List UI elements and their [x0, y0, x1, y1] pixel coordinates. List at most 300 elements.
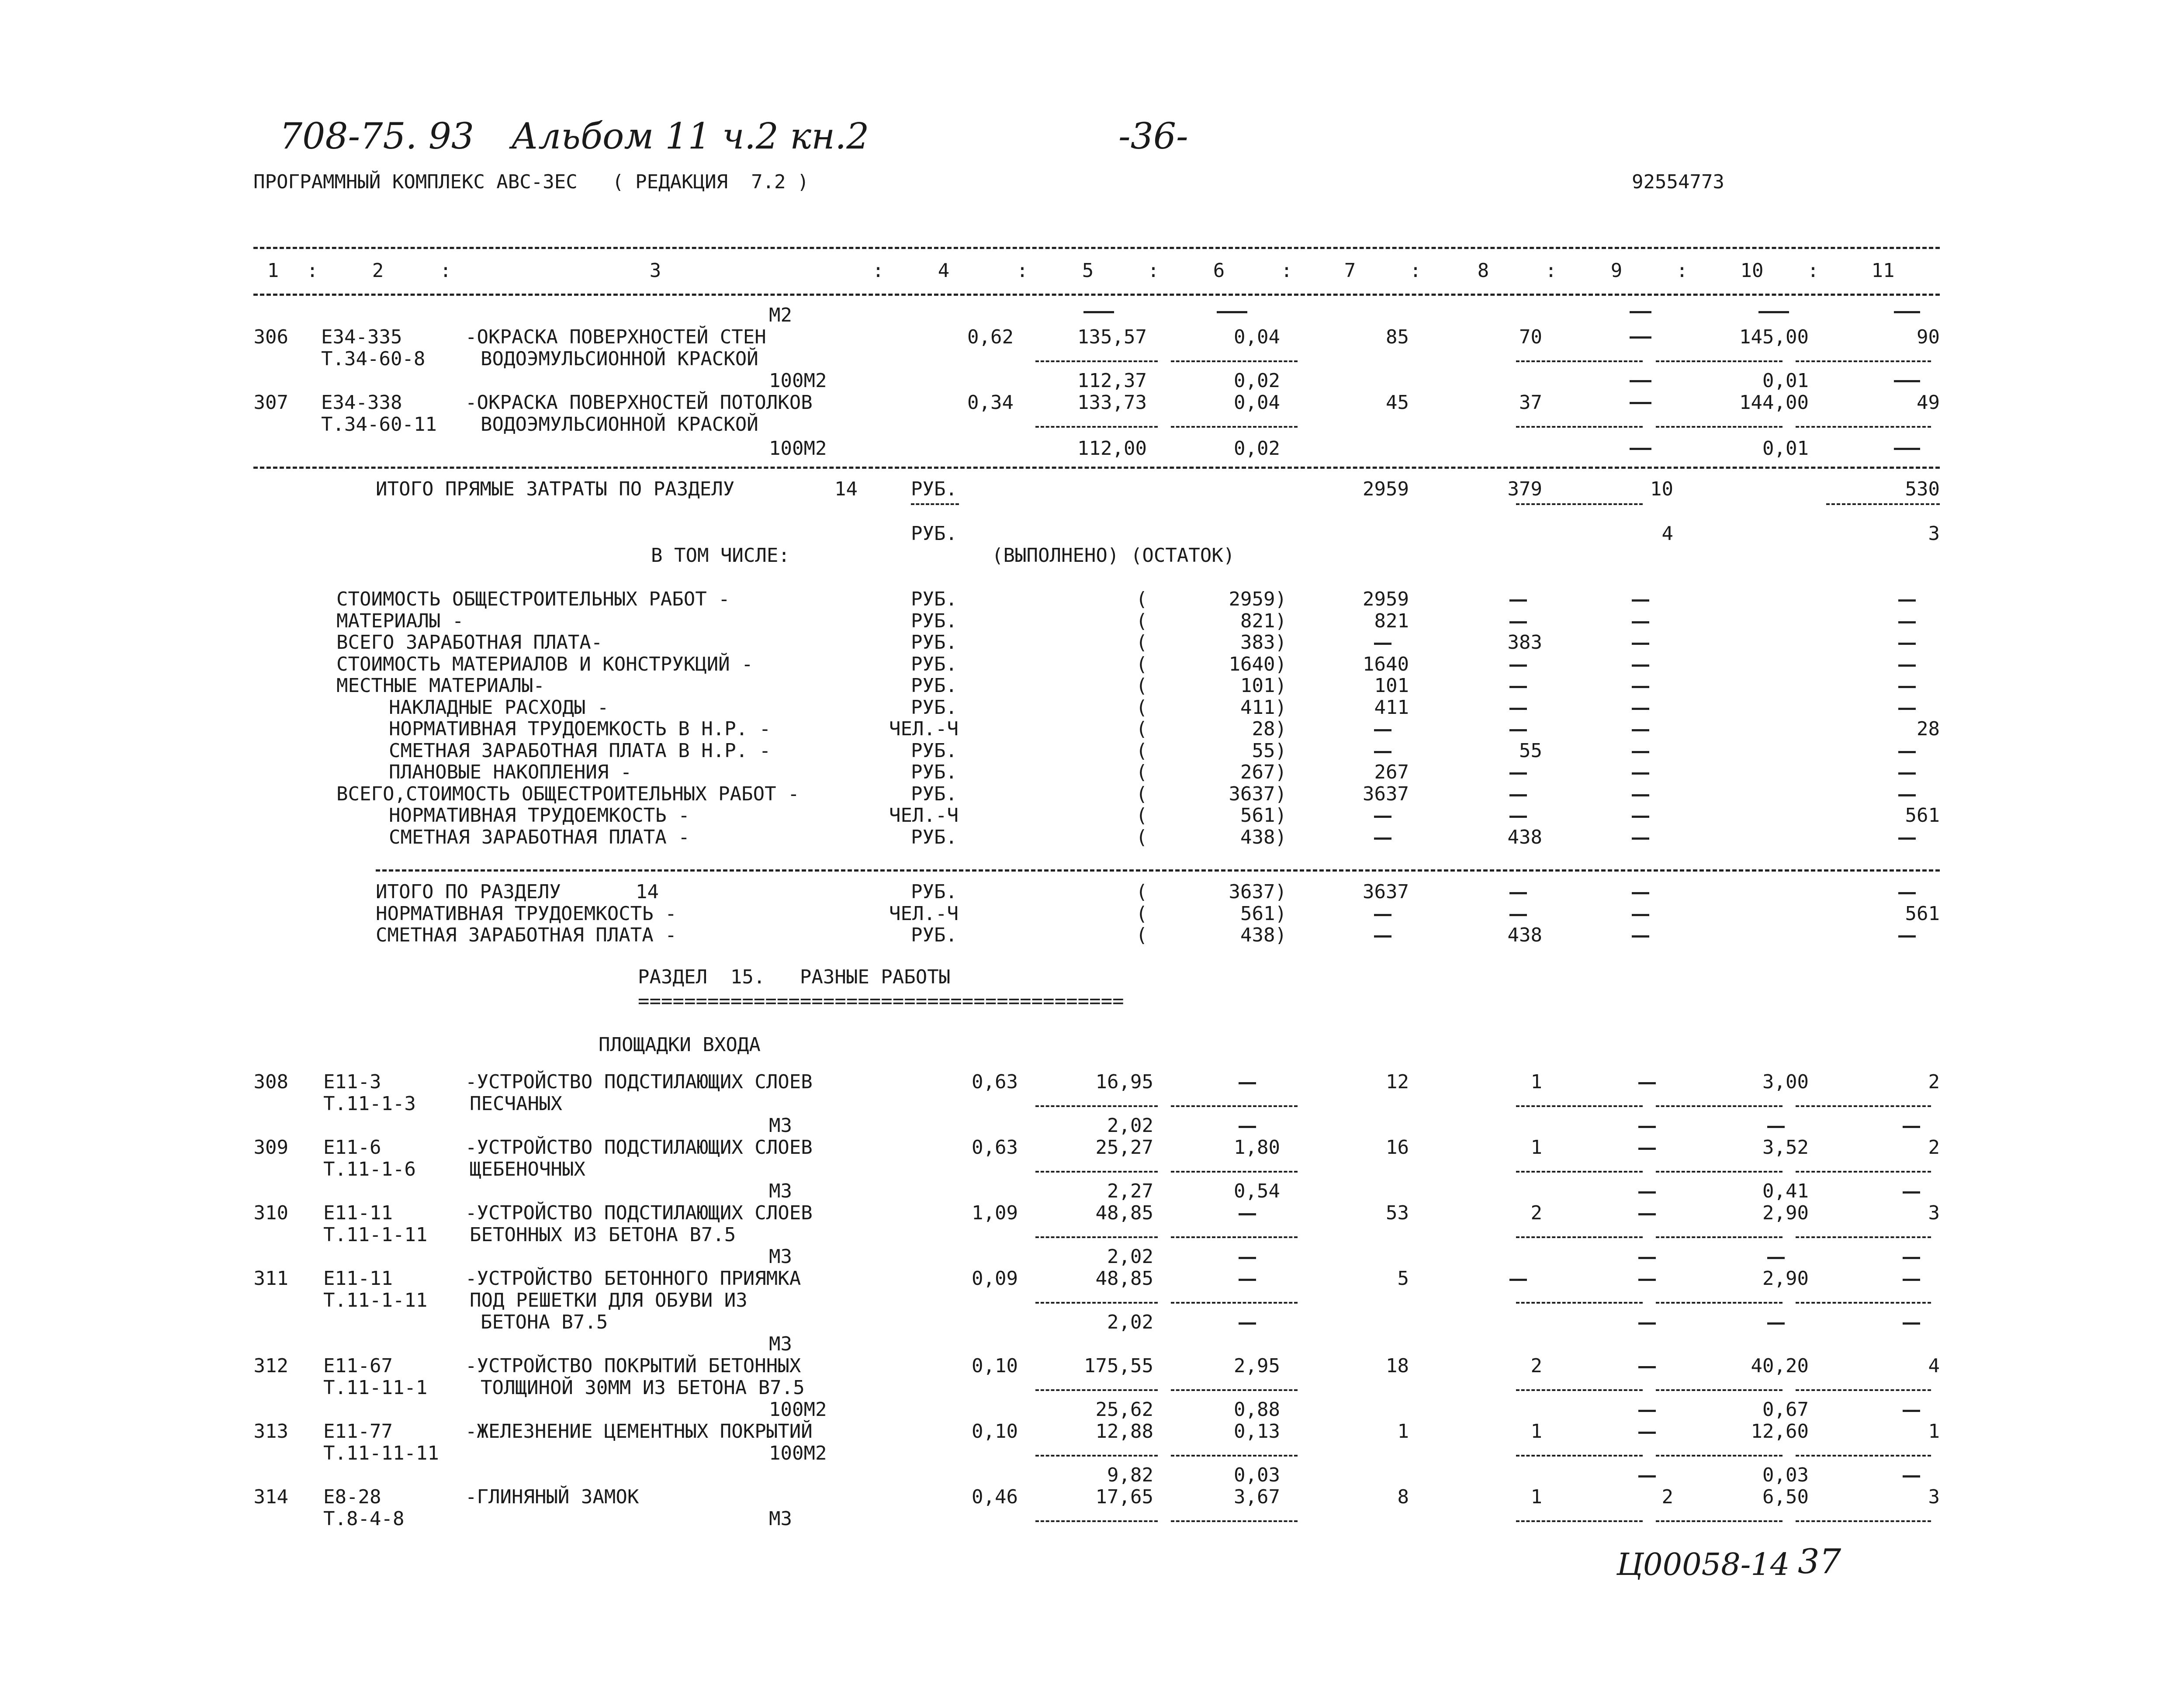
- cell-text: 16: [1386, 1136, 1409, 1159]
- cell-text: 530: [1905, 478, 1940, 500]
- dash-mark: [1632, 816, 1649, 818]
- cell-text: -ГЛИНЯНЫЙ ЗАМОК: [465, 1486, 639, 1508]
- program-code: 92554773: [1632, 171, 1724, 193]
- cell-text: Т.34-60-11: [321, 413, 437, 436]
- dash-mark: [1509, 772, 1527, 775]
- cell-text: Т.11-1-11: [323, 1289, 428, 1311]
- dash-mark: [1632, 935, 1649, 938]
- column-header: 8: [1477, 260, 1489, 282]
- paren: (: [1136, 588, 1148, 610]
- header-top-rule: [253, 247, 1940, 249]
- cell-text: ТОЛЩИНОЙ 30ММ ИЗ БЕТОНА В7.5: [481, 1377, 805, 1399]
- subtotal-rule: [1516, 1455, 1643, 1457]
- subtotal-rule: [1656, 426, 1783, 428]
- dash-mark: [1374, 935, 1391, 938]
- sheet-number: 37: [1798, 1542, 1841, 1581]
- paren: (: [1136, 924, 1148, 946]
- cell-text: Е11-11: [323, 1202, 393, 1224]
- cell-text: НОРМАТИВНАЯ ТРУДОЕМКОСТЬ В Н.Р. -: [389, 718, 771, 740]
- cell-text: 2: [1928, 1136, 1940, 1159]
- cell-text: Е11-77: [323, 1420, 393, 1443]
- column-separator: :: [1281, 260, 1293, 282]
- column-header: 10: [1740, 260, 1764, 282]
- cell-text: 0,34: [967, 391, 1014, 414]
- cell-text: 17,65: [1095, 1486, 1153, 1508]
- cell-text: 2,90: [1762, 1267, 1809, 1290]
- cell-text: НОРМАТИВНАЯ ТРУДОЕМКОСТЬ -: [376, 902, 677, 925]
- cell-text: 0,01: [1762, 437, 1809, 460]
- dash-mark: [1374, 643, 1391, 645]
- cell-text: РУБ.: [911, 761, 957, 783]
- cell-text: 1: [1397, 1420, 1409, 1443]
- cell-text: 135,57: [1077, 326, 1147, 348]
- cell-text: 1640: [1363, 653, 1409, 675]
- cell-text: 312: [253, 1355, 288, 1377]
- dash-mark: [1632, 751, 1649, 753]
- cell-text: Е8-28: [323, 1486, 381, 1508]
- cell-text: 438): [1240, 826, 1287, 848]
- cell-text: НОРМАТИВНАЯ ТРУДОЕМКОСТЬ -: [389, 804, 690, 827]
- cell-text: 561): [1240, 902, 1287, 925]
- cell-text: МАТЕРИАЛЫ -: [336, 609, 464, 632]
- cell-text: 175,55: [1084, 1355, 1153, 1377]
- cell-text: 411): [1240, 696, 1287, 719]
- dash-mark: [1898, 772, 1916, 775]
- cell-text: 2959): [1229, 588, 1287, 610]
- subtotal-rule: [1796, 1236, 1931, 1238]
- cell-text: 90: [1917, 326, 1940, 348]
- page-number: -36-: [1118, 116, 1188, 157]
- cell-text: 2,90: [1762, 1202, 1809, 1224]
- cell-text: Т.34-60-8: [321, 348, 426, 370]
- dash-mark: [1083, 311, 1114, 313]
- cell-text: РУБ.: [911, 924, 957, 946]
- cell-text: 2: [1661, 1486, 1673, 1508]
- dash-mark: [1898, 935, 1916, 938]
- cell-text: РУБ.: [911, 653, 957, 675]
- dash-mark: [1898, 751, 1916, 753]
- cell-text: Т.11-11-1: [323, 1377, 428, 1399]
- cell-text: РУБ.: [911, 588, 957, 610]
- cell-text: 0,63: [972, 1071, 1018, 1093]
- cell-text: 0,04: [1234, 391, 1280, 414]
- dash-mark: [1509, 892, 1527, 894]
- dash-mark: [1632, 664, 1649, 667]
- dash-mark: [1632, 621, 1649, 623]
- dash-mark: [1217, 311, 1247, 313]
- subtotal-rule: [1516, 360, 1643, 362]
- subtotal-rule: [1171, 1302, 1298, 1304]
- cell-text: 0,09: [972, 1267, 1018, 1290]
- cell-text: 12: [1386, 1071, 1409, 1093]
- paren: (: [1136, 761, 1148, 783]
- cell-text: 3637): [1229, 881, 1287, 903]
- dash-mark: [1632, 892, 1649, 894]
- cell-text: 145,00: [1739, 326, 1809, 348]
- cell-text: 101): [1240, 675, 1287, 697]
- subtotal-rule: [1171, 1236, 1298, 1238]
- dash-mark: [1898, 664, 1916, 667]
- subtotal-rule: [1796, 426, 1931, 428]
- dash-mark: [1903, 1322, 1920, 1325]
- cell-text: ЧЕЛ.-Ч: [889, 902, 959, 925]
- dash-mark: [1898, 892, 1916, 894]
- cell-text: ПЛОЩАДКИ ВХОДА: [599, 1034, 761, 1056]
- cell-text: 3637: [1363, 782, 1409, 805]
- cell-text: 307: [253, 391, 288, 414]
- cell-text: Е11-6: [323, 1136, 381, 1159]
- subtotal-rule: [1035, 426, 1158, 428]
- subtotal-rule: [1035, 1389, 1158, 1391]
- paren: (: [1136, 826, 1148, 848]
- cell-text: 1: [1530, 1136, 1542, 1159]
- cell-text: 2959: [1363, 588, 1409, 610]
- cell-text: 14: [636, 881, 659, 903]
- cell-text: 48,85: [1095, 1267, 1153, 1290]
- cell-text: 438): [1240, 924, 1287, 946]
- cell-text: 25,27: [1095, 1136, 1153, 1159]
- dash-mark: [1632, 643, 1649, 645]
- cell-text: 2: [1530, 1355, 1542, 1377]
- cell-text: 561): [1240, 804, 1287, 827]
- cell-text: 25,62: [1095, 1398, 1153, 1421]
- subtotal-rule: [1516, 1302, 1643, 1304]
- cell-text: 0,10: [972, 1355, 1018, 1377]
- cell-text: -ЖЕЛЕЗНЕНИЕ ЦЕМЕНТНЫХ ПОКРЫТИЙ: [465, 1420, 813, 1443]
- cell-text: Е11-11: [323, 1267, 393, 1290]
- paren: (: [1136, 739, 1148, 762]
- dash-mark: [1509, 794, 1527, 796]
- cell-text: 100М2: [769, 1398, 827, 1421]
- cell-text: -УСТРОЙСТВО ПОДСТИЛАЮЩИХ СЛОЕВ: [465, 1202, 813, 1224]
- dash-mark: [1898, 643, 1916, 645]
- cell-text: ЩЕБЕНОЧНЫХ: [470, 1158, 585, 1180]
- dash-mark: [1632, 599, 1649, 602]
- subtotal-rule: [1171, 360, 1298, 362]
- paren: (: [1136, 718, 1148, 740]
- cell-text: 8: [1397, 1486, 1409, 1508]
- dash-mark: [1509, 708, 1527, 710]
- cell-text: 438: [1507, 826, 1542, 848]
- subtotal-rule: [1656, 1455, 1783, 1457]
- column-header: 5: [1082, 260, 1094, 282]
- cell-text: БЕТОННЫХ ИЗ БЕТОНА В7.5: [470, 1224, 736, 1246]
- column-separator: :: [872, 260, 884, 282]
- cell-text: -УСТРОЙСТВО ПОДСТИЛАЮЩИХ СЛОЕВ: [465, 1136, 813, 1159]
- subtotal-rule: [1516, 503, 1643, 505]
- subtotal-rule: [1796, 1171, 1931, 1173]
- cell-text: 14: [834, 478, 858, 500]
- subtotal-rule: [1516, 1520, 1643, 1522]
- subtotal-rule: [1796, 360, 1931, 362]
- cell-text: 308: [253, 1071, 288, 1093]
- dash-mark: [1239, 1322, 1256, 1325]
- section-rule: [376, 869, 1940, 872]
- program-title: ПРОГРАММНЫЙ КОМПЛЕКС АВС-3ЕС ( РЕДАКЦИЯ 7.2 ): [253, 171, 809, 193]
- subtotal-rule: [1826, 503, 1940, 505]
- cell-text: 0,10: [972, 1420, 1018, 1443]
- dash-mark: [1758, 311, 1789, 313]
- cell-text: 100М2: [769, 437, 827, 460]
- cell-text: -УСТРОЙСТВО БЕТОННОГО ПРИЯМКА: [465, 1267, 801, 1290]
- cell-text: 3: [1928, 1202, 1940, 1224]
- cell-text: 28: [1917, 718, 1940, 740]
- dash-mark: [1903, 1257, 1920, 1259]
- cell-text: Т.11-1-11: [323, 1224, 428, 1246]
- cell-text: 0,88: [1234, 1398, 1280, 1421]
- cell-text: -УСТРОЙСТВО ПОКРЫТИЙ БЕТОННЫХ: [465, 1355, 801, 1377]
- cell-text: ПЕСЧАНЫХ: [470, 1093, 562, 1115]
- paren: (: [1136, 902, 1148, 925]
- subtotal-rule: [1656, 1302, 1783, 1304]
- paren: (: [1136, 653, 1148, 675]
- subtotal-rule: [1656, 360, 1783, 362]
- cell-text: 310: [253, 1202, 288, 1224]
- dash-mark: [1898, 686, 1916, 688]
- column-header: 11: [1871, 260, 1895, 282]
- cell-text: 6,50: [1762, 1486, 1809, 1508]
- subtotal-rule: [1171, 1455, 1298, 1457]
- cell-text: 144,00: [1739, 391, 1809, 414]
- cell-text: РУБ.: [911, 739, 957, 762]
- cell-text: 12,60: [1751, 1420, 1809, 1443]
- cell-text: Е34-338: [321, 391, 402, 414]
- cell-text: 40,20: [1751, 1355, 1809, 1377]
- dash-mark: [1894, 380, 1920, 382]
- cell-text: РУБ.: [911, 782, 957, 805]
- dash-mark: [1638, 1257, 1656, 1259]
- cell-text: СМЕТНАЯ ЗАРАБОТНАЯ ПЛАТА -: [376, 924, 677, 946]
- cell-text: 2: [1928, 1071, 1940, 1093]
- subtotal-rule: [1035, 360, 1158, 362]
- cell-text: 133,73: [1077, 391, 1147, 414]
- cell-text: 0,46: [972, 1486, 1018, 1508]
- dash-mark: [1894, 311, 1920, 313]
- subtotal-rule: [1035, 1105, 1158, 1107]
- cell-text: 49: [1917, 391, 1940, 414]
- dash-mark: [1903, 1279, 1920, 1281]
- dash-mark: [1374, 816, 1391, 818]
- paren: (: [1136, 609, 1148, 632]
- doc-code: 708-75. 93: [280, 116, 474, 157]
- section-rule: [253, 467, 1940, 469]
- cell-text: 45: [1386, 391, 1409, 414]
- dash-mark: [1239, 1257, 1256, 1259]
- dash-mark: [1509, 729, 1527, 731]
- cell-text: -ОКРАСКА ПОВЕРХНОСТЕЙ ПОТОЛКОВ: [465, 391, 813, 414]
- paren: (: [1136, 631, 1148, 654]
- cell-text: 1: [1530, 1071, 1542, 1093]
- cell-text: 0,41: [1762, 1180, 1809, 1202]
- cell-text: 383): [1240, 631, 1287, 654]
- cell-text: 10: [1650, 478, 1673, 500]
- cell-text: 1640): [1229, 653, 1287, 675]
- column-separator: :: [1147, 260, 1159, 282]
- column-separator: :: [1016, 260, 1028, 282]
- subtotal-rule: [1516, 1105, 1643, 1107]
- cell-text: ПЛАНОВЫЕ НАКОПЛЕНИЯ -: [389, 761, 632, 783]
- cell-text: ИТОГО ПРЯМЫЕ ЗАТРАТЫ ПО РАЗДЕЛУ: [376, 478, 735, 500]
- cell-text: РУБ.: [911, 675, 957, 697]
- dash-mark: [1632, 772, 1649, 775]
- dash-mark: [1632, 794, 1649, 796]
- cell-text: НАКЛАДНЫЕ РАСХОДЫ -: [389, 696, 609, 719]
- column-header: 6: [1213, 260, 1225, 282]
- dash-mark: [1630, 311, 1651, 313]
- cell-text: СМЕТНАЯ ЗАРАБОТНАЯ ПЛАТА -: [389, 826, 690, 848]
- dash-mark: [1903, 1126, 1920, 1128]
- dash-mark: [1898, 599, 1916, 602]
- cell-text: 112,37: [1077, 370, 1147, 392]
- dash-mark: [1903, 1410, 1920, 1412]
- cell-text: (ВЫПОЛНЕНО) (ОСТАТОК): [992, 544, 1235, 567]
- dash-mark: [1767, 1126, 1785, 1128]
- subtotal-rule: [1516, 1171, 1643, 1173]
- cell-text: 821: [1374, 609, 1409, 632]
- cell-text: ПОД РЕШЕТКИ ДЛЯ ОБУВИ ИЗ: [470, 1289, 748, 1311]
- cell-text: 2,02: [1107, 1114, 1153, 1137]
- cell-text: РУБ.: [911, 631, 957, 654]
- subtotal-rule: [1796, 1455, 1931, 1457]
- cell-text: М3: [769, 1114, 792, 1137]
- cell-text: РУБ.: [911, 609, 957, 632]
- cell-text: ==========================================: [638, 990, 1124, 1012]
- cell-text: 313: [253, 1420, 288, 1443]
- cell-text: 438: [1507, 924, 1542, 946]
- cell-text: 0,63: [972, 1136, 1018, 1159]
- cell-text: 383: [1507, 631, 1542, 654]
- subtotal-rule: [1035, 1455, 1158, 1457]
- dash-mark: [1509, 664, 1527, 667]
- cell-text: МЕСТНЫЕ МАТЕРИАЛЫ-: [336, 675, 545, 697]
- cell-text: 28): [1252, 718, 1287, 740]
- dash-mark: [1894, 448, 1920, 450]
- cell-text: 1: [1530, 1420, 1542, 1443]
- cell-text: Т.11-1-6: [323, 1158, 416, 1180]
- cell-text: 2,27: [1107, 1180, 1153, 1202]
- cell-text: 2,02: [1107, 1246, 1153, 1268]
- dash-mark: [1903, 1475, 1920, 1478]
- cell-text: 100М2: [769, 370, 827, 392]
- cell-text: 0,04: [1234, 326, 1280, 348]
- cell-text: 0,03: [1234, 1464, 1280, 1486]
- subtotal-rule: [1171, 1171, 1298, 1173]
- cell-text: РУБ.: [911, 523, 957, 545]
- cell-text: СТОИМОСТЬ МАТЕРИАЛОВ И КОНСТРУКЦИЙ -: [336, 653, 753, 675]
- dash-mark: [1767, 1257, 1785, 1259]
- dash-mark: [1898, 708, 1916, 710]
- cell-text: -УСТРОЙСТВО ПОДСТИЛАЮЩИХ СЛОЕВ: [465, 1071, 813, 1093]
- cell-text: 0,03: [1762, 1464, 1809, 1486]
- dash-mark: [1898, 837, 1916, 840]
- column-header: 9: [1610, 260, 1623, 282]
- subtotal-rule: [1035, 1302, 1158, 1304]
- paren: (: [1136, 782, 1148, 805]
- column-separator: :: [306, 260, 318, 282]
- cell-text: 70: [1519, 326, 1542, 348]
- dash-mark: [1632, 729, 1649, 731]
- cell-text: 1: [1530, 1486, 1542, 1508]
- cell-text: 55): [1252, 739, 1287, 762]
- cell-text: 2: [1530, 1202, 1542, 1224]
- dash-mark: [1638, 1322, 1656, 1325]
- cell-text: 2959: [1363, 478, 1409, 500]
- cell-text: -ОКРАСКА ПОВЕРХНОСТЕЙ СТЕН: [465, 326, 766, 348]
- cell-text: ИТОГО ПО РАЗДЕЛУ: [376, 881, 561, 903]
- subtotal-rule: [1516, 1389, 1643, 1391]
- cell-text: 3637: [1363, 881, 1409, 903]
- subtotal-rule: [1656, 1105, 1783, 1107]
- dash-mark: [1903, 1191, 1920, 1194]
- cell-text: 4: [1928, 1355, 1940, 1377]
- cell-text: РУБ.: [911, 696, 957, 719]
- cell-text: 0,62: [967, 326, 1014, 348]
- column-separator: :: [1409, 260, 1422, 282]
- cell-text: РУБ.: [911, 478, 957, 500]
- column-separator: :: [1807, 260, 1819, 282]
- cell-text: 3,00: [1762, 1071, 1809, 1093]
- subtotal-rule: [1171, 1520, 1298, 1522]
- subtotal-rule: [1656, 1171, 1783, 1173]
- cell-text: 3,52: [1762, 1136, 1809, 1159]
- cell-text: 85: [1386, 326, 1409, 348]
- dash-mark: [1239, 1126, 1256, 1128]
- cell-text: 3,67: [1234, 1486, 1280, 1508]
- cell-text: 53: [1386, 1202, 1409, 1224]
- column-header: 3: [649, 260, 661, 282]
- cell-text: СТОИМОСТЬ ОБЩЕСТРОИТЕЛЬНЫХ РАБОТ -: [336, 588, 730, 610]
- cell-text: 55: [1519, 739, 1542, 762]
- subtotal-rule: [1516, 1236, 1643, 1238]
- dash-mark: [1509, 599, 1527, 602]
- underline-rule: [911, 503, 959, 505]
- cell-text: 12,88: [1095, 1420, 1153, 1443]
- cell-text: 267: [1374, 761, 1409, 783]
- cell-text: ЧЕЛ.-Ч: [889, 804, 959, 827]
- cell-text: СМЕТНАЯ ЗАРАБОТНАЯ ПЛАТА В Н.Р. -: [389, 739, 771, 762]
- cell-text: ВСЕГО ЗАРАБОТНАЯ ПЛАТА-: [336, 631, 603, 654]
- cell-text: М3: [769, 1508, 792, 1530]
- cell-text: 379: [1507, 478, 1542, 500]
- cell-text: 3: [1928, 523, 1940, 545]
- cell-text: 1: [1928, 1420, 1940, 1443]
- cell-text: 0,02: [1234, 370, 1280, 392]
- cell-text: ВОДОЭМУЛЬСИОННОЙ КРАСКОЙ: [481, 413, 758, 436]
- dash-mark: [1509, 816, 1527, 818]
- dash-mark: [1509, 914, 1527, 916]
- column-separator: :: [1676, 260, 1688, 282]
- cell-text: 267): [1240, 761, 1287, 783]
- dash-mark: [1632, 708, 1649, 710]
- cell-text: 0,54: [1234, 1180, 1280, 1202]
- column-header: 1: [267, 260, 279, 282]
- cell-text: В ТОМ ЧИСЛЕ:: [651, 544, 790, 567]
- subtotal-rule: [1516, 426, 1643, 428]
- cell-text: 1,09: [972, 1202, 1018, 1224]
- dash-mark: [1898, 794, 1916, 796]
- column-header: 7: [1344, 260, 1356, 282]
- cell-text: 306: [253, 326, 288, 348]
- cell-text: Т.11-11-11: [323, 1442, 439, 1464]
- cell-text: Е11-3: [323, 1071, 381, 1093]
- subtotal-rule: [1796, 1302, 1931, 1304]
- cell-text: 821): [1240, 609, 1287, 632]
- cell-text: М3: [769, 1333, 792, 1355]
- subtotal-rule: [1171, 1105, 1298, 1107]
- subtotal-rule: [1656, 1520, 1783, 1522]
- dash-mark: [1632, 686, 1649, 688]
- cell-text: Т.8-4-8: [323, 1508, 405, 1530]
